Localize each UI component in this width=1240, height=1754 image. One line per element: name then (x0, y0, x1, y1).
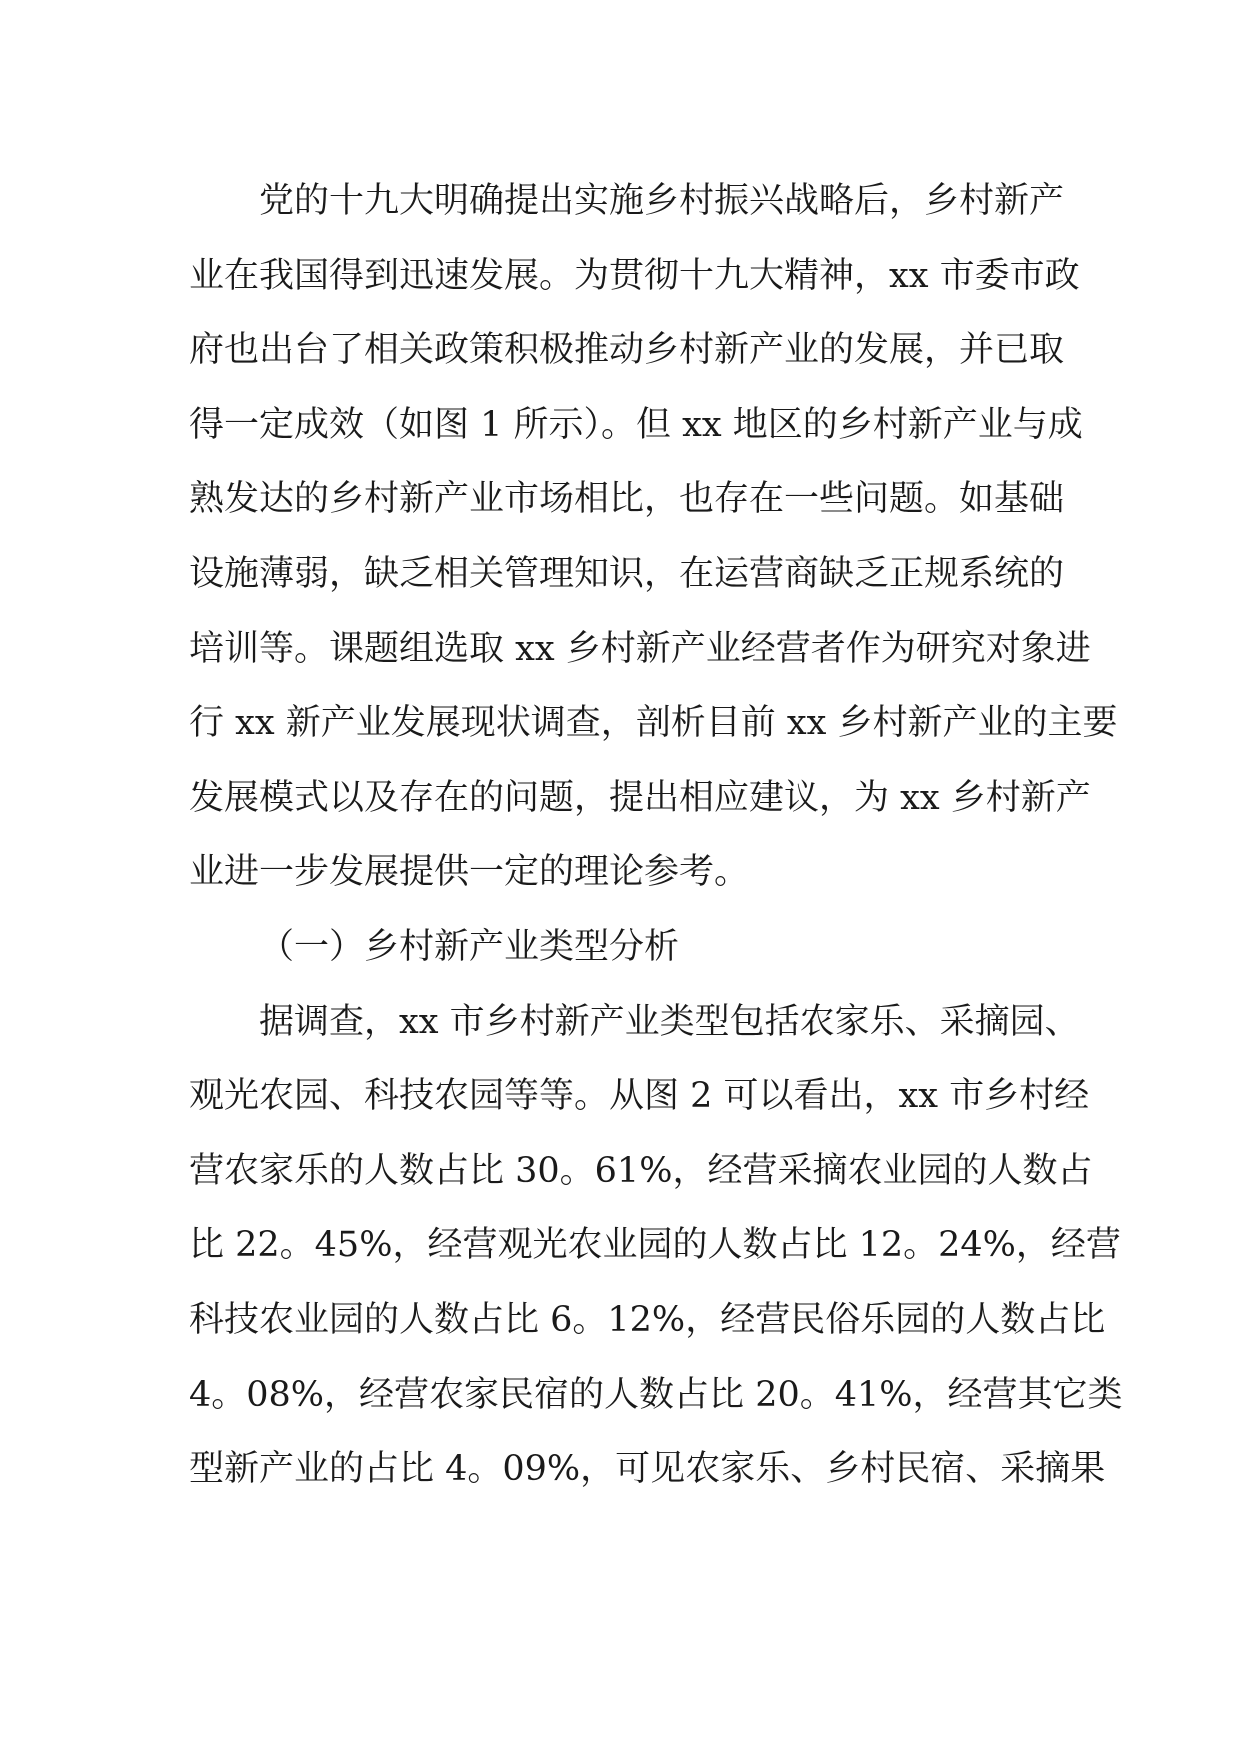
paragraph-industry-types (189, 985, 1123, 1507)
paragraph-line: 营农家乐的人数占比 30。61%，经营采摘农业园的人数占 (189, 1150, 1093, 1191)
paragraph-line: 业进一步发展提供一定的理论参考。 (189, 852, 750, 893)
document-body (189, 164, 1123, 1507)
paragraph-line: 发展模式以及存在的问题，提出相应建议，为 xx 乡村新产 (189, 777, 1091, 818)
paragraph-intro (189, 164, 1118, 910)
paragraph-line: 据调查，xx 市乡村新产业类型包括农家乐、采摘园、 (259, 1001, 1080, 1042)
paragraph-line: 培训等。课题组选取 xx 乡村新产业经营者作为研究对象进 (189, 628, 1091, 669)
paragraph-line: 府也出台了相关政策积极推动乡村新产业的发展，并已取 (189, 330, 1065, 371)
paragraph-line: 观光农园、科技农园等等。从图 2 可以看出，xx 市乡村经 (189, 1076, 1090, 1117)
paragraph-line: 4。08%，经营农家民宿的人数占比 20。41%，经营其它类 (189, 1374, 1123, 1415)
paragraph-line: 设施薄弱，缺乏相关管理知识，在运营商缺乏正规系统的 (189, 553, 1065, 594)
paragraph-line: 业在我国得到迅速发展。为贯彻十九大精神，xx 市委市政 (189, 255, 1080, 296)
paragraph-line: 行 xx 新产业发展现状调查，剖析目前 xx 乡村新产业的主要 (189, 703, 1118, 744)
paragraph-line: 党的十九大明确提出实施乡村振兴战略后，乡村新产 (259, 181, 1065, 221)
section-heading: （一）乡村新产业类型分析 (259, 926, 680, 967)
paragraph-line: 比 22。45%，经营观光农业园的人数占比 12。24%，经营 (189, 1225, 1121, 1266)
paragraph-line: 科技农业园的人数占比 6。12%，经营民俗乐园的人数占比 (189, 1299, 1106, 1340)
paragraph-line: 熟发达的乡村新产业市场相比，也存在一些问题。如基础 (189, 479, 1065, 520)
paragraph-line: 得一定成效（如图 1 所示）。但 xx 地区的乡村新产业与成 (189, 404, 1083, 445)
paragraph-line: 型新产业的占比 4。09%，可见农家乐、乡村民宿、采摘果 (189, 1449, 1106, 1490)
